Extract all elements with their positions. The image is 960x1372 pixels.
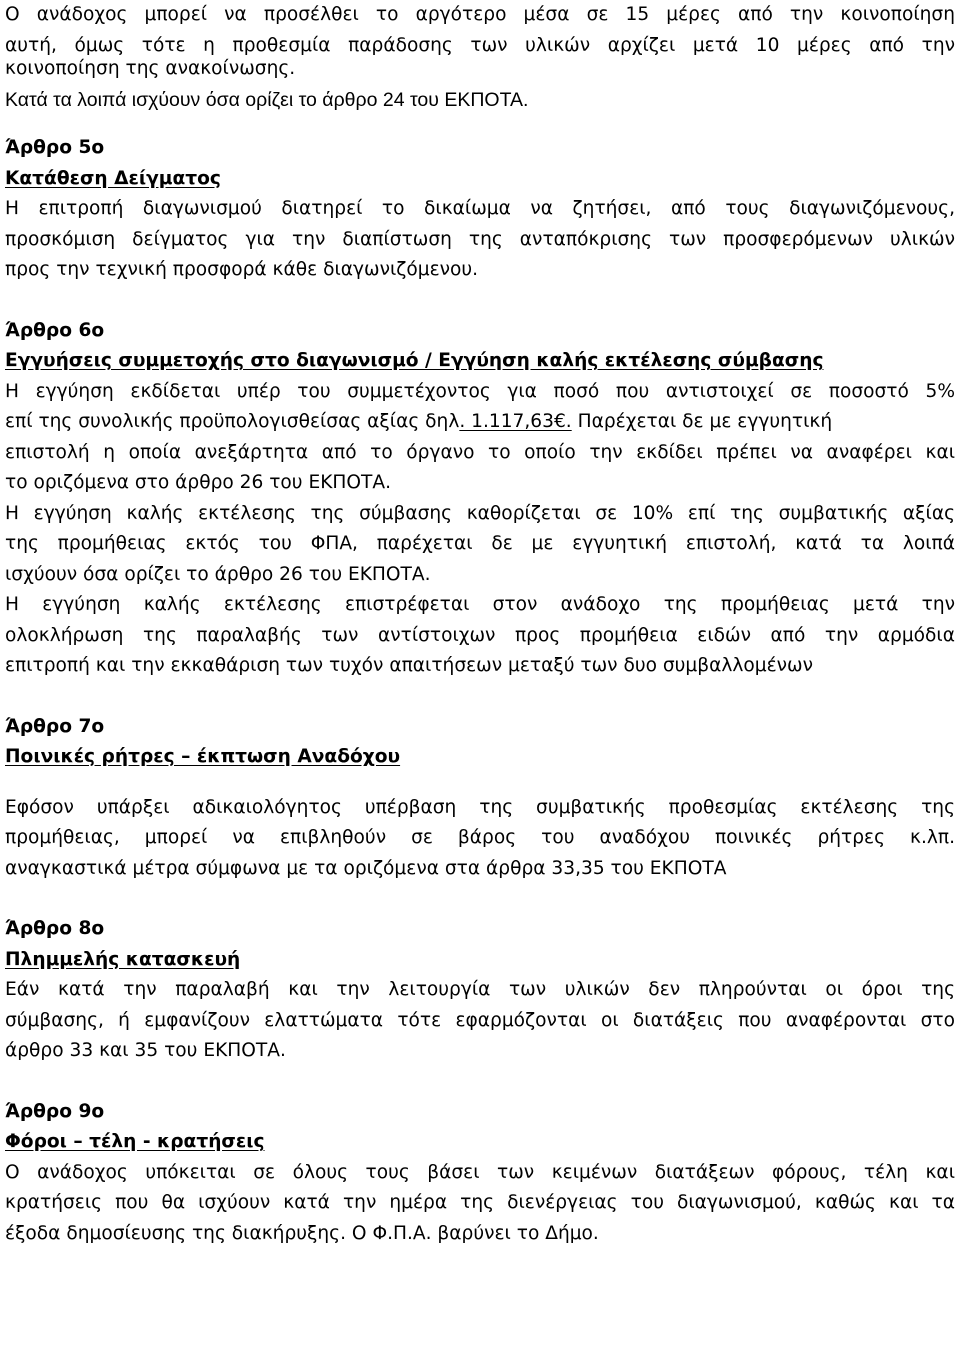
article-9-line-3: έξοδα δημοσίευσης της διακήρυξης. Ο Φ.Π.Α. βαρύνει το Δήμο. — [5, 1222, 599, 1244]
article-7-heading: Άρθρο 7ο — [5, 715, 105, 737]
intro-line-3: κοινοποίηση της ανακοίνωσης. — [5, 58, 296, 79]
article-5-heading: Άρθρο 5ο — [5, 137, 105, 158]
article-8-line-1: Εάν κατά την παραλαβή και την λειτουργία των υλικών δεν πληρούνται οι όροι της — [5, 979, 955, 1000]
article-6-p2-line-1: Η εγγύηση καλής εκτέλεσης της σύμβασης καθορίζεται σε 10% επί της συμβατικής αξίας — [5, 502, 955, 524]
article-8-subheading: Πλημμελής κατασκευή — [5, 948, 241, 970]
article-7-line-1: Εφόσον υπάρξει αδικαιολόγητος υπέρβαση της συμβατικής προθεσμίας εκτέλεσης της — [5, 796, 955, 818]
article-9-line-1: Ο ανάδοχος υπόκειται σε όλους τους βάσει των κειμένων διατάξεων φόρους, τέλη και — [5, 1161, 955, 1183]
article-8-heading: Άρθρο 8ο — [5, 918, 105, 939]
article-9-heading: Άρθρο 9ο — [5, 1100, 105, 1122]
article-5-line-2: προσκόμιση δείγματος για την διαπίστωση της ανταπόκρισης των προσφερόμενων υλικών — [5, 228, 955, 250]
article-5-subheading: Κατάθεση Δείγματος — [5, 167, 221, 189]
article-6-p3-line-1: Η εγγύηση καλής εκτέλεσης επιστρέφεται στον ανάδοχο της προμήθειας μετά την — [5, 594, 955, 615]
intro-line-2: αυτή, όμως τότε η προθεσμία παράδοσης των υλικών αρχίζει μετά 10 μέρες από την — [5, 34, 955, 56]
intro-line-4: Κατά τα λοιπά ισχύουν όσα ορίζει το άρθρο 24 του ΕΚΠΟΤΑ. — [5, 88, 529, 111]
article-5-line-1: Η επιτροπή διαγωνισμού διατηρεί το δικαίωμα να ζητήσει, από τους διαγωνιζόμενους, — [5, 198, 955, 219]
article-6-p1-line-2-rest: Παρέχεται δε με εγγυητική — [571, 411, 833, 432]
article-7-subheading: Ποινικές ρήτρες – έκπτωση Αναδόχου — [5, 746, 401, 767]
document-page — [5, 0, 955, 1249]
article-6-subheading: Εγγυήσεις συμμετοχής στο διαγωνισμό / Εγγύηση καλής εκτέλεσης σύμβασης — [5, 350, 824, 371]
article-6-p3-line-3: επιτροπή και την εκκαθάριση των τυχόν απαιτήσεων μεταξύ των δυο συμβαλλομένων — [5, 655, 813, 676]
article-6-p2-line-2: της προμήθειας εκτός του ΦΠΑ, παρέχεται δε με εγγυητική επιστολή, κατά τα λοιπά — [5, 533, 955, 554]
article-8-line-3: άρθρο 33 και 35 του ΕΚΠΟΤΑ. — [5, 1040, 286, 1061]
article-7-line-2: προμήθειας, μπορεί να επιβληθούν σε βάρος του αναδόχου ποινικές ρήτρες κ.λπ. — [5, 827, 955, 848]
article-6-p1-line-4: το οριζόμενα στο άρθρο 26 του ΕΚΠΟΤΑ. — [5, 472, 392, 493]
article-6-p1-line-3: επιστολή η οποία ανεξάρτητα από το όργανο το οποίο την εκδίδει πρέπει να αναφέρει και — [5, 441, 955, 463]
article-5-line-3: προς την τεχνική προσφορά κάθε διαγωνιζόμενου. — [5, 259, 479, 280]
guarantee-amount: . 1.117,63€. — [459, 411, 572, 432]
intro-line-1: Ο ανάδοχος μπορεί να προσέλθει το αργότερο μέσα σε 15 μέρες από την κοινοποίηση — [5, 4, 955, 25]
article-6-p3-line-2: ολοκλήρωση της παραλαβής των αντίστοιχων προς προμήθεια ειδών από την αρμόδια — [5, 624, 955, 646]
article-9-subheading: Φόροι – τέλη - κρατήσεις — [5, 1131, 265, 1152]
article-9-line-2: κρατήσεις που θα ισχύουν κατά την ημέρα της διενέργειας του διαγωνισμού, καθώς και τα — [5, 1192, 955, 1213]
article-8-line-2: σύμβασης, ή εμφανίζουν ελαττώματα τότε εφαρμόζονται οι διατάξεις που αναφέρονται στο — [5, 1009, 955, 1031]
article-6-heading: Άρθρο 6ο — [5, 319, 105, 341]
article-6-p1-line-1: Η εγγύηση εκδίδεται υπέρ του συμμετέχοντος για ποσό που αντιστοιχεί σε ποσοστό 5% — [5, 380, 955, 402]
article-7-line-3: αναγκαστικά μέτρα σύμφωνα με τα οριζόμενα στα άρθρα 33,35 του ΕΚΠΟΤΑ — [5, 857, 727, 879]
article-6-p1-line-2 — [5, 407, 955, 438]
article-6-p1-line-2-text: επί της συνολικής προϋπολογισθείσας αξίας δηλ — [5, 411, 460, 432]
article-6-p2-line-3: ισχύουν όσα ορίζει το άρθρο 26 του ΕΚΠΟΤΑ. — [5, 563, 431, 585]
